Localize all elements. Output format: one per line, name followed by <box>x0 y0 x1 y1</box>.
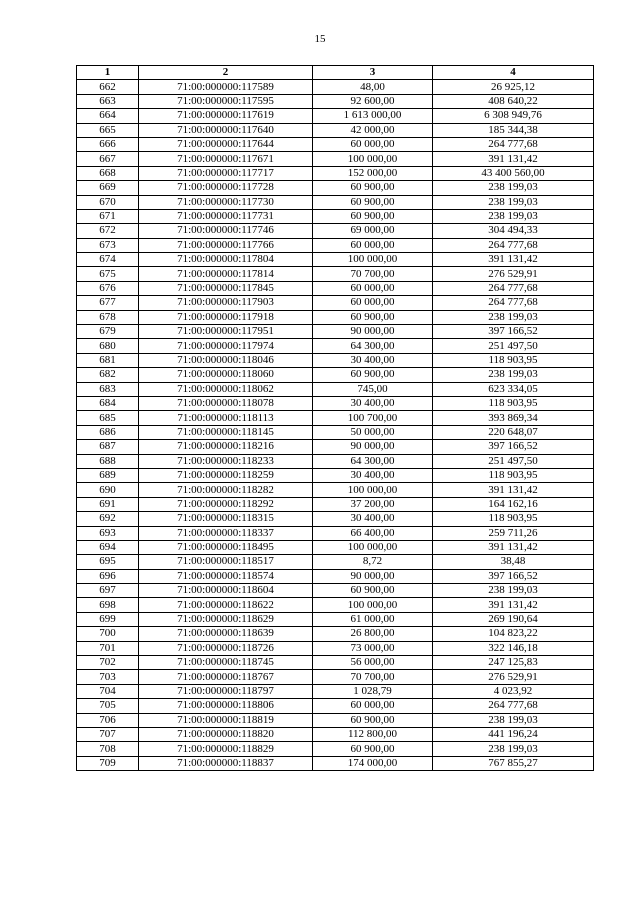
row-number-cell: 696 <box>77 569 139 583</box>
value-cell: 397 166,52 <box>433 569 594 583</box>
area-cell: 100 000,00 <box>313 540 433 554</box>
row-number-cell: 685 <box>77 411 139 425</box>
row-number-cell: 698 <box>77 598 139 612</box>
table-row <box>77 296 594 310</box>
area-cell: 60 900,00 <box>313 742 433 756</box>
table-row <box>77 641 594 655</box>
value-cell: 185 344,38 <box>433 123 594 137</box>
cadastral-number-cell: 71:00:000000:118495 <box>139 540 313 554</box>
cadastral-number-cell: 71:00:000000:117730 <box>139 195 313 209</box>
area-cell: 100 000,00 <box>313 598 433 612</box>
table-row <box>77 368 594 382</box>
value-cell: 6 308 949,76 <box>433 109 594 123</box>
row-number-cell: 669 <box>77 181 139 195</box>
table-row <box>77 353 594 367</box>
area-cell: 1 028,79 <box>313 684 433 698</box>
row-number-cell: 681 <box>77 353 139 367</box>
row-number-cell: 700 <box>77 627 139 641</box>
row-number-cell: 695 <box>77 555 139 569</box>
cadastral-number-cell: 71:00:000000:118829 <box>139 742 313 756</box>
value-cell: 238 199,03 <box>433 181 594 195</box>
table-row <box>77 598 594 612</box>
cadastral-number-cell: 71:00:000000:117731 <box>139 209 313 223</box>
value-cell: 441 196,24 <box>433 727 594 741</box>
cadastral-number-cell: 71:00:000000:118060 <box>139 368 313 382</box>
row-number-cell: 702 <box>77 656 139 670</box>
table-row <box>77 80 594 94</box>
area-cell: 70 700,00 <box>313 267 433 281</box>
table-row <box>77 137 594 151</box>
cadastral-number-cell: 71:00:000000:118078 <box>139 396 313 410</box>
table-row <box>77 267 594 281</box>
cadastral-number-cell: 71:00:000000:118315 <box>139 512 313 526</box>
table-row <box>77 512 594 526</box>
table-row <box>77 396 594 410</box>
row-number-cell: 693 <box>77 526 139 540</box>
cadastral-number-cell: 71:00:000000:117845 <box>139 281 313 295</box>
row-number-cell: 691 <box>77 497 139 511</box>
cadastral-number-cell: 71:00:000000:118216 <box>139 440 313 454</box>
row-number-cell: 670 <box>77 195 139 209</box>
cadastral-number-cell: 71:00:000000:118797 <box>139 684 313 698</box>
cadastral-number-cell: 71:00:000000:118837 <box>139 756 313 770</box>
cadastral-number-cell: 71:00:000000:118113 <box>139 411 313 425</box>
value-cell: 322 146,18 <box>433 641 594 655</box>
row-number-cell: 697 <box>77 584 139 598</box>
table-row <box>77 684 594 698</box>
value-cell: 391 131,42 <box>433 152 594 166</box>
cadastral-number-cell: 71:00:000000:118820 <box>139 727 313 741</box>
area-cell: 30 400,00 <box>313 396 433 410</box>
value-cell: 397 166,52 <box>433 325 594 339</box>
area-cell: 42 000,00 <box>313 123 433 137</box>
value-cell: 220 648,07 <box>433 425 594 439</box>
area-cell: 64 300,00 <box>313 339 433 353</box>
area-cell: 745,00 <box>313 382 433 396</box>
table-row <box>77 612 594 626</box>
area-cell: 60 900,00 <box>313 713 433 727</box>
value-cell: 238 199,03 <box>433 209 594 223</box>
table-row <box>77 497 594 511</box>
table-row <box>77 166 594 180</box>
table-row <box>77 224 594 238</box>
value-cell: 269 190,64 <box>433 612 594 626</box>
row-number-cell: 689 <box>77 468 139 482</box>
table-row <box>77 123 594 137</box>
page-number: 15 <box>314 33 326 45</box>
value-cell: 264 777,68 <box>433 699 594 713</box>
area-cell: 60 900,00 <box>313 368 433 382</box>
row-number-cell: 701 <box>77 641 139 655</box>
row-number-cell: 694 <box>77 540 139 554</box>
value-cell: 393 869,34 <box>433 411 594 425</box>
value-cell: 767 855,27 <box>433 756 594 770</box>
table-row <box>77 555 594 569</box>
table-row <box>77 584 594 598</box>
area-cell: 90 000,00 <box>313 440 433 454</box>
cadastral-number-cell: 71:00:000000:117804 <box>139 253 313 267</box>
cadastral-number-cell: 71:00:000000:118806 <box>139 699 313 713</box>
table-row <box>77 440 594 454</box>
cadastral-number-cell: 71:00:000000:118745 <box>139 656 313 670</box>
cadastral-number-cell: 71:00:000000:117640 <box>139 123 313 137</box>
value-cell: 238 199,03 <box>433 368 594 382</box>
value-cell: 104 823,22 <box>433 627 594 641</box>
value-cell: 276 529,91 <box>433 670 594 684</box>
cadastral-number-cell: 71:00:000000:118604 <box>139 584 313 598</box>
cadastral-number-cell: 71:00:000000:117717 <box>139 166 313 180</box>
area-cell: 60 900,00 <box>313 195 433 209</box>
area-cell: 100 000,00 <box>313 253 433 267</box>
cadastral-number-cell: 71:00:000000:118517 <box>139 555 313 569</box>
cadastral-number-cell: 71:00:000000:118259 <box>139 468 313 482</box>
table-row <box>77 569 594 583</box>
value-cell: 408 640,22 <box>433 94 594 108</box>
row-number-cell: 662 <box>77 80 139 94</box>
value-cell: 264 777,68 <box>433 296 594 310</box>
value-cell: 118 903,95 <box>433 468 594 482</box>
cadastral-number-cell: 71:00:000000:118282 <box>139 483 313 497</box>
area-cell: 100 000,00 <box>313 152 433 166</box>
row-number-cell: 684 <box>77 396 139 410</box>
table-header <box>77 66 594 80</box>
table-row <box>77 742 594 756</box>
table-row <box>77 727 594 741</box>
row-number-cell: 673 <box>77 238 139 252</box>
table-row <box>77 281 594 295</box>
area-cell: 37 200,00 <box>313 497 433 511</box>
row-number-cell: 705 <box>77 699 139 713</box>
area-cell: 90 000,00 <box>313 325 433 339</box>
area-cell: 60 900,00 <box>313 584 433 598</box>
area-cell: 61 000,00 <box>313 612 433 626</box>
row-number-cell: 704 <box>77 684 139 698</box>
cadastral-number-cell: 71:00:000000:118819 <box>139 713 313 727</box>
cadastral-number-cell: 71:00:000000:117974 <box>139 339 313 353</box>
area-cell: 60 900,00 <box>313 310 433 324</box>
value-cell: 264 777,68 <box>433 238 594 252</box>
cadastral-number-cell: 71:00:000000:118639 <box>139 627 313 641</box>
area-cell: 112 800,00 <box>313 727 433 741</box>
table-row <box>77 253 594 267</box>
value-cell: 397 166,52 <box>433 440 594 454</box>
value-cell: 26 925,12 <box>433 80 594 94</box>
value-cell: 259 711,26 <box>433 526 594 540</box>
cadastral-number-cell: 71:00:000000:118337 <box>139 526 313 540</box>
value-cell: 391 131,42 <box>433 253 594 267</box>
value-cell: 238 199,03 <box>433 742 594 756</box>
area-cell: 30 400,00 <box>313 512 433 526</box>
cadastral-number-cell: 71:00:000000:117814 <box>139 267 313 281</box>
cadastral-number-cell: 71:00:000000:117595 <box>139 94 313 108</box>
cadastral-number-cell: 71:00:000000:118233 <box>139 454 313 468</box>
value-cell: 118 903,95 <box>433 512 594 526</box>
table-row <box>77 454 594 468</box>
row-number-cell: 692 <box>77 512 139 526</box>
value-cell: 238 199,03 <box>433 310 594 324</box>
row-number-cell: 707 <box>77 727 139 741</box>
row-number-cell: 679 <box>77 325 139 339</box>
cadastral-number-cell: 71:00:000000:118292 <box>139 497 313 511</box>
area-cell: 100 700,00 <box>313 411 433 425</box>
area-cell: 70 700,00 <box>313 670 433 684</box>
value-cell: 238 199,03 <box>433 713 594 727</box>
row-number-cell: 708 <box>77 742 139 756</box>
row-number-cell: 688 <box>77 454 139 468</box>
area-cell: 30 400,00 <box>313 353 433 367</box>
area-cell: 60 000,00 <box>313 699 433 713</box>
area-cell: 26 800,00 <box>313 627 433 641</box>
area-cell: 100 000,00 <box>313 483 433 497</box>
cadastral-number-cell: 71:00:000000:117766 <box>139 238 313 252</box>
area-cell: 60 000,00 <box>313 137 433 151</box>
value-cell: 118 903,95 <box>433 396 594 410</box>
row-number-cell: 663 <box>77 94 139 108</box>
cadastral-number-cell: 71:00:000000:117728 <box>139 181 313 195</box>
table-row <box>77 310 594 324</box>
table-row <box>77 94 594 108</box>
row-number-cell: 665 <box>77 123 139 137</box>
row-number-cell: 703 <box>77 670 139 684</box>
row-number-cell: 668 <box>77 166 139 180</box>
area-cell: 90 000,00 <box>313 569 433 583</box>
table-row <box>77 670 594 684</box>
area-cell: 1 613 000,00 <box>313 109 433 123</box>
table-row <box>77 526 594 540</box>
area-cell: 92 600,00 <box>313 94 433 108</box>
value-cell: 276 529,91 <box>433 267 594 281</box>
cadastral-number-cell: 71:00:000000:117903 <box>139 296 313 310</box>
area-cell: 50 000,00 <box>313 425 433 439</box>
value-cell: 4 023,92 <box>433 684 594 698</box>
row-number-cell: 680 <box>77 339 139 353</box>
cadastral-number-cell: 71:00:000000:118767 <box>139 670 313 684</box>
table-row <box>77 238 594 252</box>
value-cell: 251 497,50 <box>433 454 594 468</box>
row-number-cell: 676 <box>77 281 139 295</box>
cadastral-number-cell: 71:00:000000:118629 <box>139 612 313 626</box>
value-cell: 238 199,03 <box>433 195 594 209</box>
cadastral-number-cell: 71:00:000000:117671 <box>139 152 313 166</box>
column-header-4: 4 <box>433 66 594 80</box>
table-row <box>77 656 594 670</box>
value-cell: 43 400 560,00 <box>433 166 594 180</box>
area-cell: 56 000,00 <box>313 656 433 670</box>
row-number-cell: 690 <box>77 483 139 497</box>
area-cell: 174 000,00 <box>313 756 433 770</box>
column-header-2: 2 <box>139 66 313 80</box>
table-row <box>77 468 594 482</box>
table-row <box>77 713 594 727</box>
table-row <box>77 699 594 713</box>
value-cell: 391 131,42 <box>433 483 594 497</box>
area-cell: 60 000,00 <box>313 296 433 310</box>
row-number-cell: 672 <box>77 224 139 238</box>
table-row <box>77 339 594 353</box>
row-number-cell: 686 <box>77 425 139 439</box>
table-row <box>77 382 594 396</box>
table-row <box>77 152 594 166</box>
row-number-cell: 677 <box>77 296 139 310</box>
column-header-1: 1 <box>77 66 139 80</box>
value-cell: 238 199,03 <box>433 584 594 598</box>
value-cell: 38,48 <box>433 555 594 569</box>
cadastral-number-cell: 71:00:000000:118062 <box>139 382 313 396</box>
table-row <box>77 181 594 195</box>
table-row <box>77 756 594 770</box>
row-number-cell: 678 <box>77 310 139 324</box>
area-cell: 48,00 <box>313 80 433 94</box>
table-row <box>77 109 594 123</box>
table-row <box>77 627 594 641</box>
value-cell: 304 494,33 <box>433 224 594 238</box>
area-cell: 69 000,00 <box>313 224 433 238</box>
value-cell: 251 497,50 <box>433 339 594 353</box>
value-cell: 164 162,16 <box>433 497 594 511</box>
table-body <box>77 80 594 771</box>
row-number-cell: 666 <box>77 137 139 151</box>
table-row <box>77 209 594 223</box>
row-number-cell: 667 <box>77 152 139 166</box>
cadastral-number-cell: 71:00:000000:117951 <box>139 325 313 339</box>
row-number-cell: 709 <box>77 756 139 770</box>
area-cell: 60 000,00 <box>313 238 433 252</box>
cadastral-number-cell: 71:00:000000:118622 <box>139 598 313 612</box>
column-header-3: 3 <box>313 66 433 80</box>
row-number-cell: 687 <box>77 440 139 454</box>
cadastral-number-cell: 71:00:000000:117746 <box>139 224 313 238</box>
row-number-cell: 664 <box>77 109 139 123</box>
registry-table <box>76 65 594 771</box>
value-cell: 264 777,68 <box>433 137 594 151</box>
cadastral-number-cell: 71:00:000000:117589 <box>139 80 313 94</box>
cadastral-number-cell: 71:00:000000:118145 <box>139 425 313 439</box>
area-cell: 73 000,00 <box>313 641 433 655</box>
table-row <box>77 325 594 339</box>
cadastral-number-cell: 71:00:000000:118726 <box>139 641 313 655</box>
table-row <box>77 425 594 439</box>
area-cell: 8,72 <box>313 555 433 569</box>
table-row <box>77 483 594 497</box>
row-number-cell: 671 <box>77 209 139 223</box>
value-cell: 264 777,68 <box>433 281 594 295</box>
area-cell: 30 400,00 <box>313 468 433 482</box>
row-number-cell: 706 <box>77 713 139 727</box>
area-cell: 66 400,00 <box>313 526 433 540</box>
row-number-cell: 683 <box>77 382 139 396</box>
header-row <box>77 66 594 80</box>
value-cell: 247 125,83 <box>433 656 594 670</box>
cadastral-number-cell: 71:00:000000:118046 <box>139 353 313 367</box>
cadastral-number-cell: 71:00:000000:117644 <box>139 137 313 151</box>
area-cell: 60 000,00 <box>313 281 433 295</box>
cadastral-number-cell: 71:00:000000:117918 <box>139 310 313 324</box>
row-number-cell: 675 <box>77 267 139 281</box>
cadastral-number-cell: 71:00:000000:118574 <box>139 569 313 583</box>
area-cell: 60 900,00 <box>313 209 433 223</box>
value-cell: 391 131,42 <box>433 598 594 612</box>
cadastral-number-cell: 71:00:000000:117619 <box>139 109 313 123</box>
area-cell: 60 900,00 <box>313 181 433 195</box>
row-number-cell: 674 <box>77 253 139 267</box>
area-cell: 152 000,00 <box>313 166 433 180</box>
row-number-cell: 682 <box>77 368 139 382</box>
value-cell: 391 131,42 <box>433 540 594 554</box>
table-row <box>77 540 594 554</box>
table-row <box>77 195 594 209</box>
value-cell: 118 903,95 <box>433 353 594 367</box>
value-cell: 623 334,05 <box>433 382 594 396</box>
area-cell: 64 300,00 <box>313 454 433 468</box>
table-row <box>77 411 594 425</box>
row-number-cell: 699 <box>77 612 139 626</box>
